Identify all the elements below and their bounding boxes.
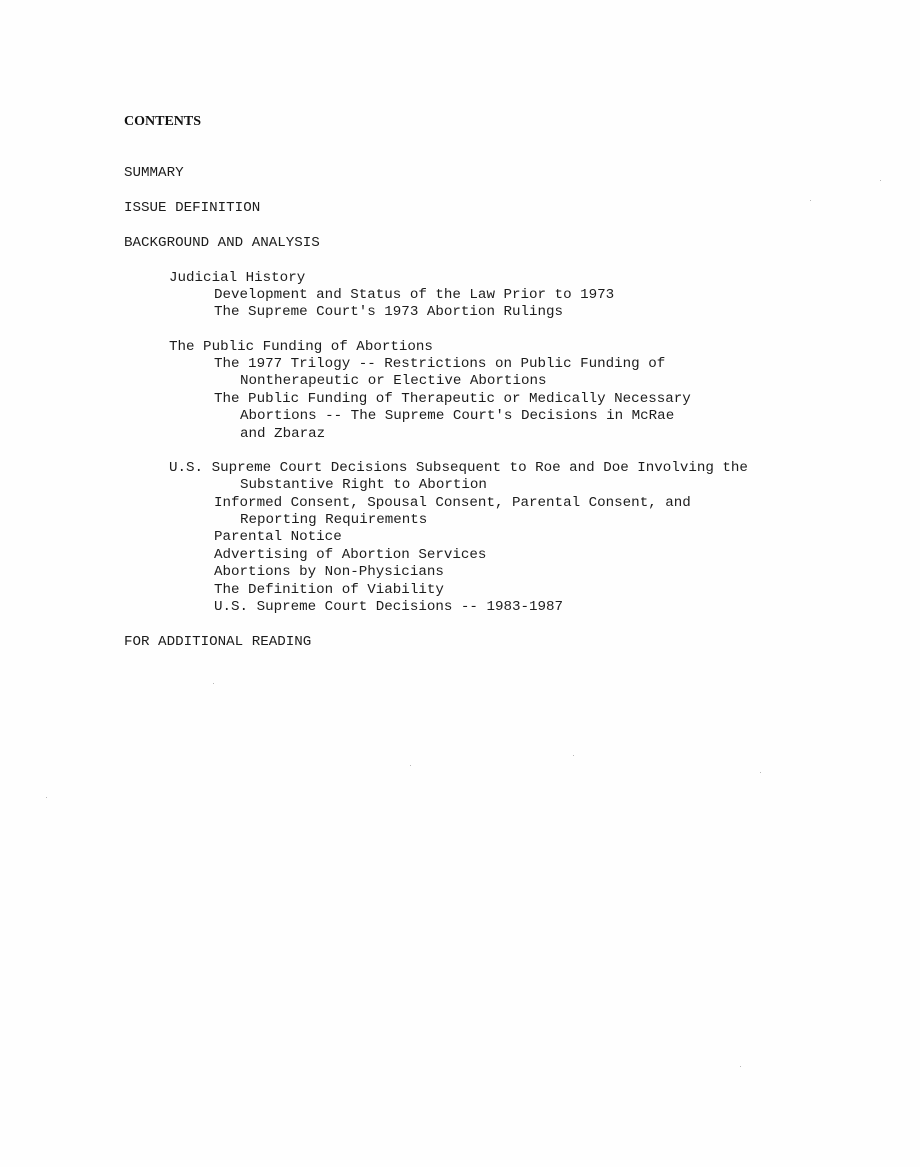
toc-entry-1973-rulings[interactable]: The Supreme Court's 1973 Abortion Rulings — [214, 304, 564, 320]
toc-entry-non-physicians[interactable]: Abortions by Non-Physicians — [214, 564, 444, 580]
toc-entry-public-funding[interactable]: The Public Funding of Abortions — [169, 339, 433, 355]
toc-entry-consent-cont: Reporting Requirements — [240, 512, 428, 528]
toc-entry-therapeutic-funding-cont2: and Zbaraz — [240, 426, 326, 442]
toc-entry-therapeutic-funding-cont: Abortions -- The Supreme Court's Decisions in McRae — [240, 408, 675, 424]
scan-speck — [740, 1066, 741, 1067]
toc-entry-issue-definition[interactable]: ISSUE DEFINITION — [124, 200, 261, 216]
scan-speck — [213, 683, 214, 684]
toc-entry-decisions-1983-1987[interactable]: U.S. Supreme Court Decisions -- 1983-1987 — [214, 599, 564, 615]
scan-speck — [46, 797, 47, 798]
toc-entry-parental-notice[interactable]: Parental Notice — [214, 529, 342, 545]
scan-speck — [760, 772, 761, 773]
toc-entry-therapeutic-funding[interactable]: The Public Funding of Therapeutic or Medically Necessary — [214, 391, 691, 407]
toc-entry-additional-reading[interactable]: FOR ADDITIONAL READING — [124, 634, 312, 650]
toc-entry-1977-trilogy[interactable]: The 1977 Trilogy -- Restrictions on Public Funding of — [214, 356, 666, 372]
contents-heading: CONTENTS — [124, 114, 202, 129]
scan-speck — [810, 200, 811, 201]
toc-entry-1977-trilogy-cont: Nontherapeutic or Elective Abortions — [240, 373, 547, 389]
toc-entry-background-and-analysis[interactable]: BACKGROUND AND ANALYSIS — [124, 235, 320, 251]
toc-entry-supreme-court-decisions[interactable]: U.S. Supreme Court Decisions Subsequent to Roe and Doe Involving the — [169, 460, 748, 476]
toc-entry-summary[interactable]: SUMMARY — [124, 165, 184, 181]
toc-entry-viability[interactable]: The Definition of Viability — [214, 582, 444, 598]
scan-speck — [880, 180, 881, 181]
toc-entry-judicial-history[interactable]: Judicial History — [169, 270, 306, 286]
toc-entry-supreme-court-decisions-cont: Substantive Right to Abortion — [240, 477, 487, 493]
toc-entry-consent[interactable]: Informed Consent, Spousal Consent, Parental Consent, and — [214, 495, 691, 511]
scan-speck — [573, 755, 574, 756]
toc-entry-advertising[interactable]: Advertising of Abortion Services — [214, 547, 487, 563]
toc-entry-development-and-status[interactable]: Development and Status of the Law Prior to 1973 — [214, 287, 615, 303]
scan-speck — [410, 765, 411, 766]
